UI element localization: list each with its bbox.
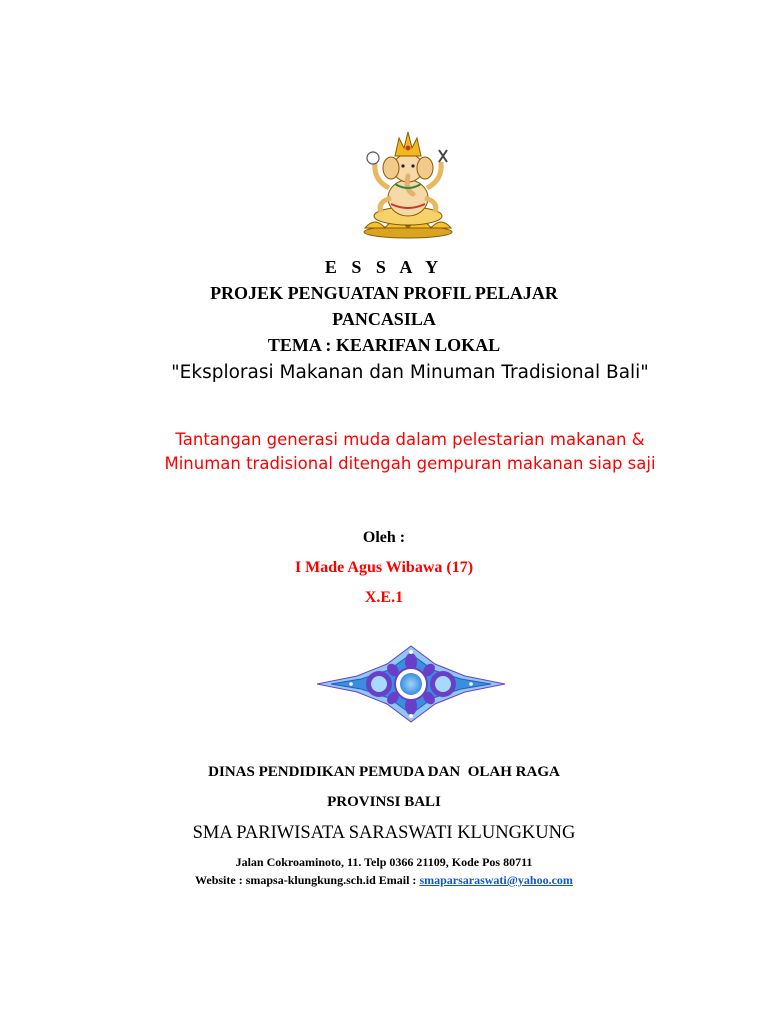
document-type: E S S A Y [324, 257, 444, 277]
website-text: Website : smapsa-klungkung.sch.id Email : [195, 873, 420, 887]
ganesha-emblem-icon [355, 128, 461, 240]
class-label: X.E.1 [364, 589, 404, 606]
author-name: I Made Agus Wibawa (17) [294, 559, 474, 576]
agency-line-1: DINAS PENDIDIKAN PEMUDA DAN OLAH RAGA [208, 764, 560, 780]
school-address: Jalan Cokroaminoto, 11. Telp 0366 21109, Kode Pos 80711 [235, 855, 533, 869]
challenge-statement: Tantangan generasi muda dalam pelestarian makanan & Minuman tradisional ditengah gempuran makanan siap saji [164, 430, 656, 473]
title-line-1: PROJEK PENGUATAN PROFIL PELAJAR [210, 283, 558, 303]
subtitle: "Eksplorasi Makanan dan Minuman Tradisional Bali" [171, 362, 649, 383]
agency-line-2: PROVINSI BALI [327, 794, 441, 810]
title-line-2: PANCASILA [332, 309, 436, 329]
balinese-ornament-icon [317, 644, 505, 724]
theme-heading: TEMA : KEARIFAN LOKAL [267, 335, 501, 355]
contact-line [0, 873, 768, 888]
email-link[interactable]: smaparsaraswati@yahoo.com [419, 873, 573, 887]
by-label: Oleh : [362, 529, 406, 546]
school-name: SMA PARIWISATA SARASWATI KLUNGKUNG [192, 823, 576, 843]
